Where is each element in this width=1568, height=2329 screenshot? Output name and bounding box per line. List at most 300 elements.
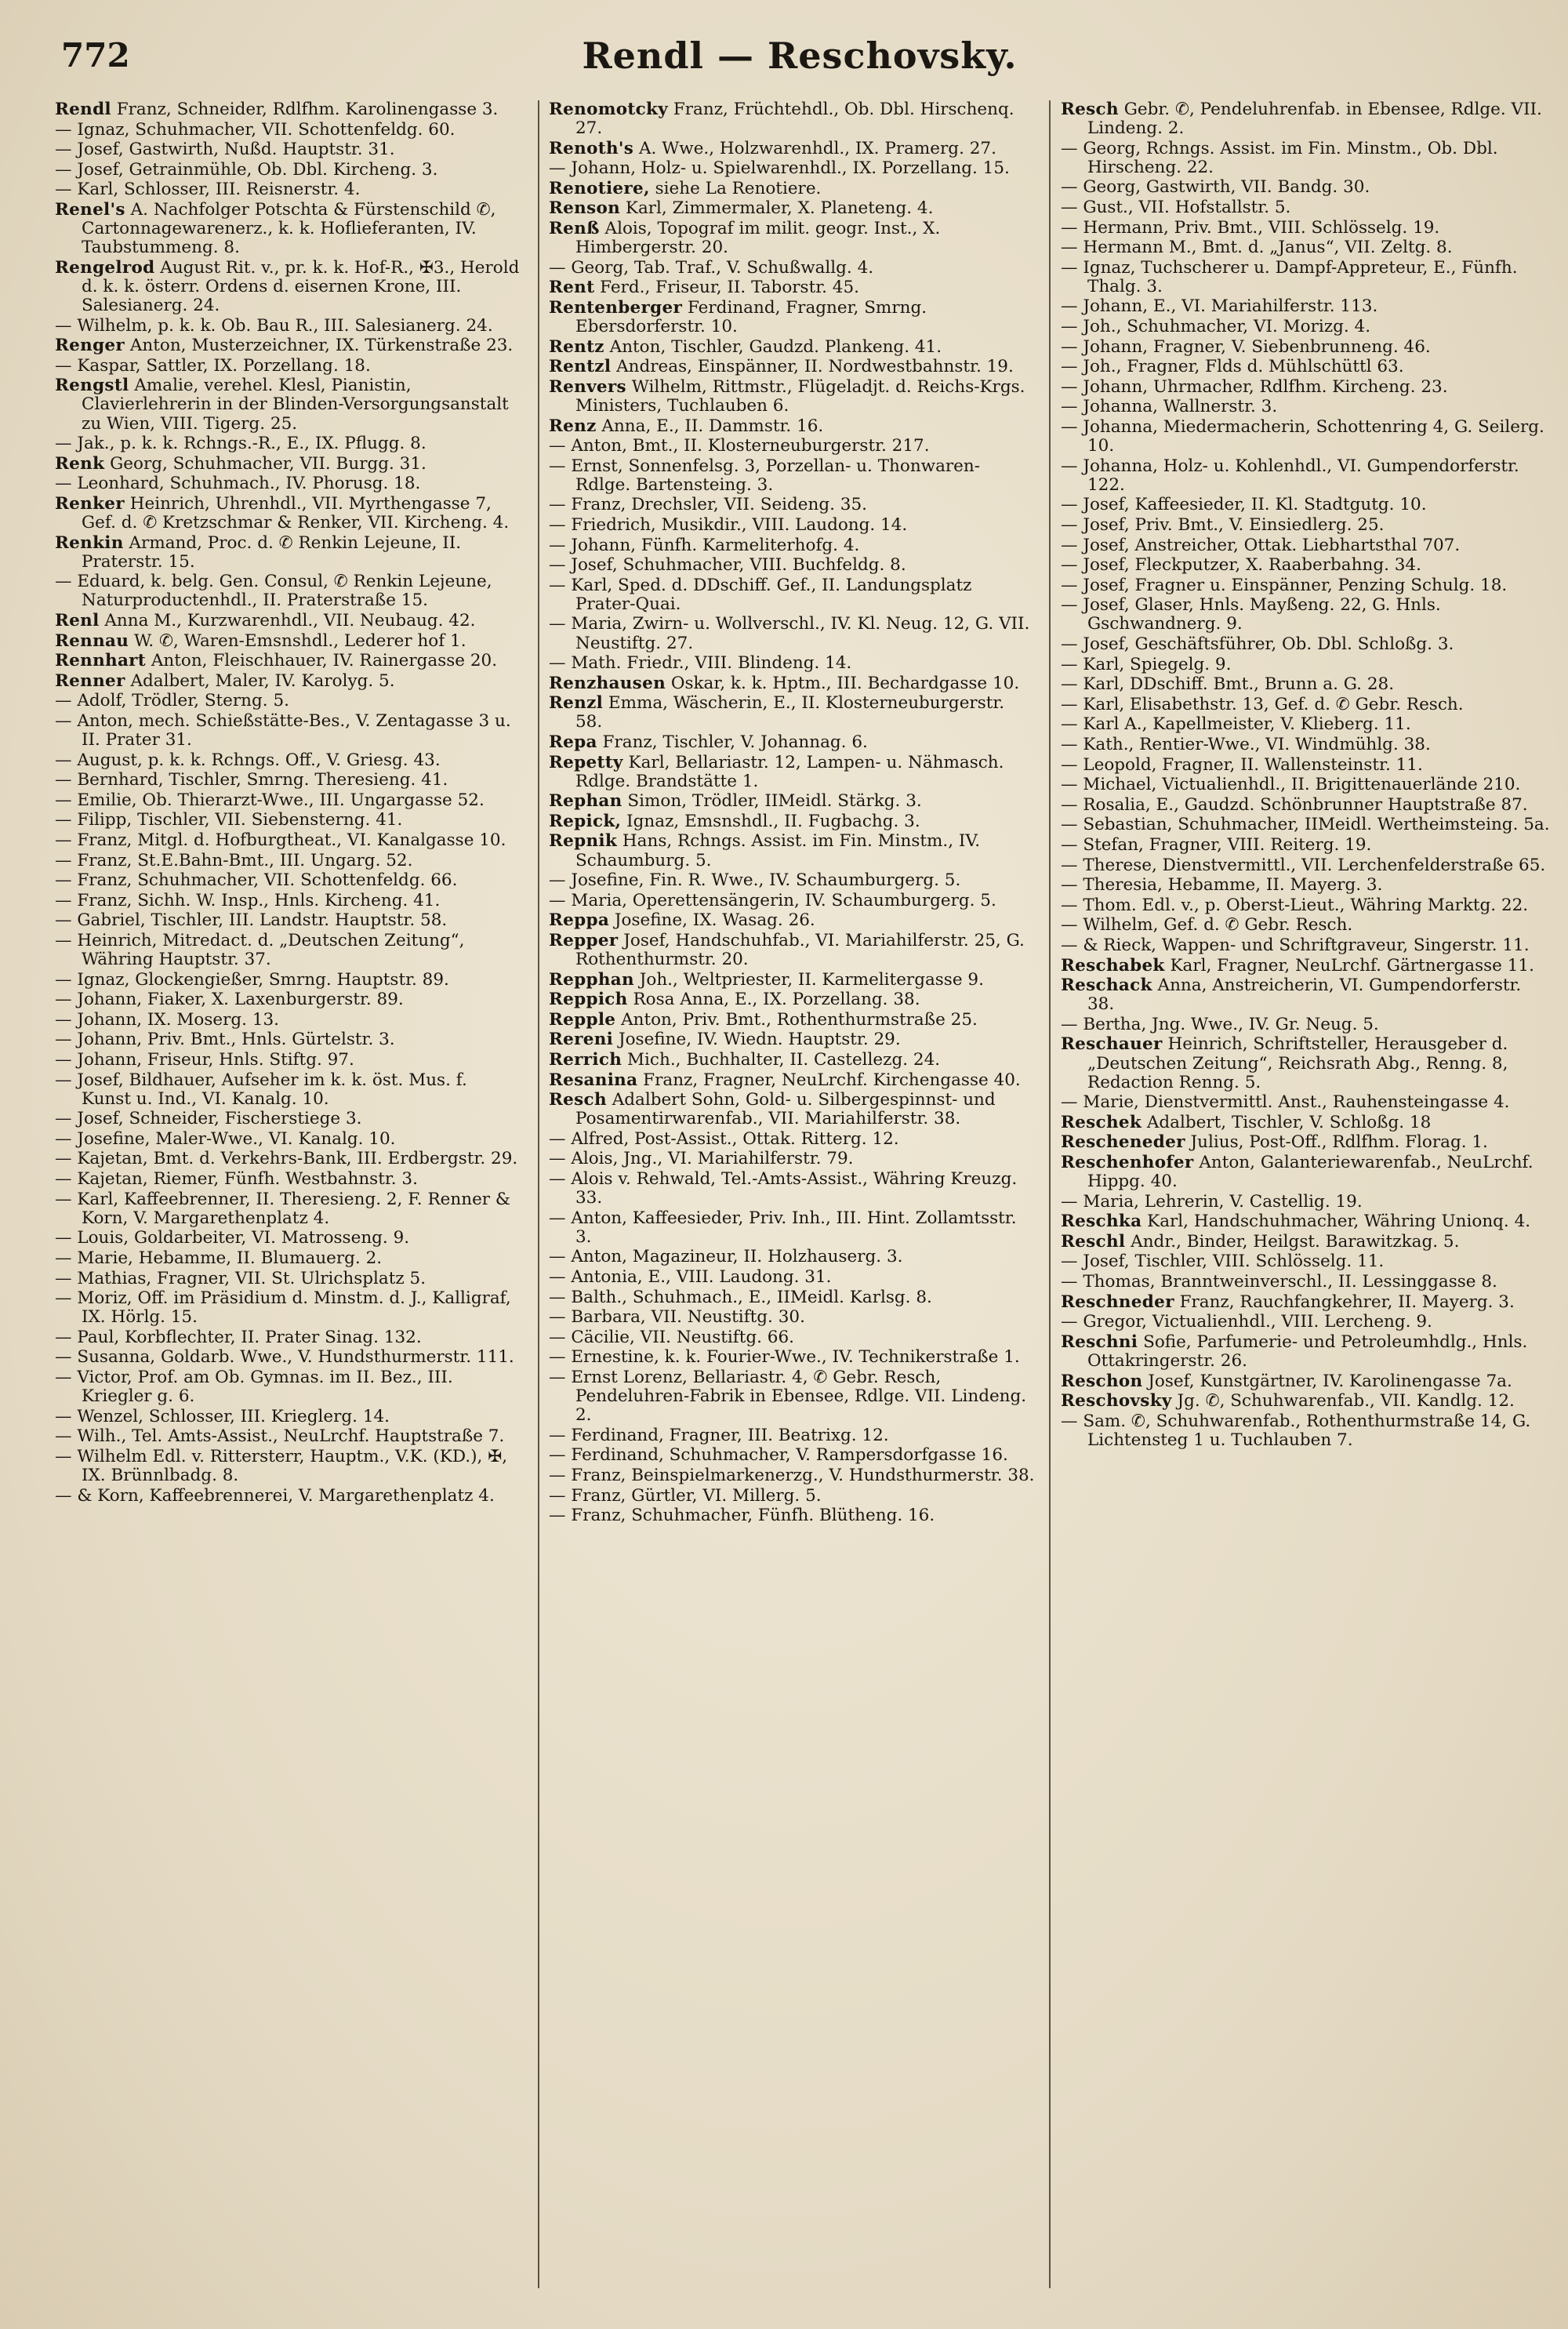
entry-text: Sofie, Parfumerie- und Petroleumhdlg., Hnls. Ottakringerstr. 26. bbox=[1087, 1332, 1528, 1371]
directory-entry bbox=[1061, 1392, 1551, 1411]
entry-surname: Renger bbox=[55, 336, 125, 356]
entry-text: — Josef, Bildhauer, Aufseher im k. k. öst. Mus. f. Kunst u. Ind., VI. Kanalg. 10. bbox=[55, 1070, 467, 1109]
entry-text: Anton, Fleischhauer, IV. Rainergasse 20. bbox=[146, 651, 498, 671]
directory-entry bbox=[55, 672, 521, 691]
directory-entry bbox=[55, 1011, 521, 1030]
directory-entry bbox=[55, 632, 521, 651]
directory-entry bbox=[1061, 756, 1551, 775]
entry-surname: Renner bbox=[55, 670, 125, 691]
directory-entry bbox=[1061, 1093, 1551, 1112]
entry-text: Wilhelm, Rittmstr., Flügeladjt. d. Reichs-Krgs. Ministers, Tuchlauben 6. bbox=[575, 376, 1025, 416]
entry-surname: Reschon bbox=[1061, 1371, 1143, 1391]
directory-entry bbox=[549, 378, 1035, 416]
directory-entry bbox=[549, 556, 1035, 575]
directory-entry bbox=[549, 417, 1035, 436]
directory-entry bbox=[1061, 496, 1551, 514]
directory-entry bbox=[549, 892, 1035, 910]
entry-text: — Ferdinand, Schuhmacher, V. Rampersdorfgasse 16. bbox=[549, 1445, 1008, 1466]
directory-entry bbox=[1061, 198, 1551, 217]
directory-entry bbox=[55, 534, 521, 572]
entry-text: — Karl, Spiegelg. 9. bbox=[1061, 654, 1232, 674]
directory-entry bbox=[549, 259, 1035, 278]
directory-entry bbox=[55, 376, 521, 433]
entry-surname: Rentz bbox=[549, 336, 604, 357]
entry-text: — Louis, Goldarbeiter, VI. Matrosseng. 9. bbox=[55, 1228, 410, 1248]
entry-text: — Karl, DDschiff. Bmt., Brunn a. G. 28. bbox=[1061, 674, 1395, 695]
entry-text: Ignaz, Emsnshdl., II. Fugbachg. 3. bbox=[621, 811, 920, 831]
directory-entry bbox=[1061, 418, 1551, 456]
entry-text: — Hermann M., Bmt. d. „Janus“, VII. Zeltg. 8. bbox=[1061, 238, 1453, 258]
entry-text: — Franz, Schuhmacher, VII. Schottenfeldg. 66. bbox=[55, 870, 458, 891]
entry-text: — Johann, Uhrmacher, Rdlfhm. Kircheng. 23. bbox=[1061, 376, 1448, 397]
entry-text: — Gust., VII. Hofstallstr. 5. bbox=[1061, 197, 1291, 217]
directory-entry bbox=[1061, 219, 1551, 238]
entry-surname: Rengstl bbox=[55, 376, 129, 396]
directory-entry bbox=[549, 1348, 1035, 1367]
directory-entry bbox=[55, 317, 521, 336]
entry-text: — Johann, IX. Moserg. 13. bbox=[55, 1009, 280, 1030]
entry-text: — August, p. k. k. Rchngs. Off., V. Griesg. 43. bbox=[55, 750, 441, 770]
entry-text: Joh., Weltpriester, II. Karmelitergasse 9. bbox=[633, 969, 984, 990]
entry-text: — Gabriel, Tischler, III. Landstr. Hauptstr. 58. bbox=[55, 910, 448, 931]
entry-text: — Friedrich, Musikdir., VIII. Laudong. 14. bbox=[549, 514, 908, 535]
directory-entry bbox=[1061, 836, 1551, 855]
entry-text: siehe La Renotiere. bbox=[649, 178, 822, 198]
entry-text: — Balth., Schuhmach., E., IIMeidl. Karlsg. 8. bbox=[549, 1287, 932, 1307]
entry-surname: Repper bbox=[549, 930, 619, 950]
entry-text: Jg. ✆, Schuhwarenfab., VII. Kandlg. 12. bbox=[1171, 1391, 1515, 1412]
directory-entry bbox=[1061, 635, 1551, 654]
entry-surname: Repetty bbox=[549, 752, 623, 772]
entry-surname: Renzhausen bbox=[549, 673, 666, 693]
directory-entry bbox=[549, 1170, 1035, 1208]
entry-text: — Josef, Fragner u. Einspänner, Penzing Schulg. 18. bbox=[1061, 575, 1508, 595]
entry-text: — Maria, Lehrerin, V. Castellig. 19. bbox=[1061, 1191, 1363, 1212]
entry-text: — Josef, Kaffeesieder, II. Kl. Stadtgutg. 10. bbox=[1061, 495, 1427, 515]
directory-entry bbox=[549, 990, 1035, 1009]
entry-text: — Johann, Fünfh. Karmeliterhofg. 4. bbox=[549, 535, 860, 555]
directory-entry bbox=[549, 1368, 1035, 1425]
entry-text: — Ernestine, k. k. Fourier-Wwe., IV. Technikerstraße 1. bbox=[549, 1347, 1020, 1368]
directory-entry bbox=[1061, 178, 1551, 197]
entry-text: — Moriz, Off. im Präsidium d. Minstm. d. J., Kalligraf, IX. Hörlg. 15. bbox=[55, 1288, 511, 1328]
directory-entry bbox=[55, 1270, 521, 1288]
entry-text: — Johann, Friseur, Hnls. Stiftg. 97. bbox=[55, 1050, 354, 1070]
entry-text: — Josef, Getrainmühle, Ob. Dbl. Kircheng. 3. bbox=[55, 159, 438, 180]
entry-text: — Sebastian, Schuhmacher, IIMeidl. Wertheimsteing. 5a. bbox=[1061, 815, 1550, 835]
entry-surname: Repphan bbox=[549, 969, 634, 990]
entry-text: — Maria, Operettensängerin, IV. Schaumburgerg. 5. bbox=[549, 890, 996, 910]
entry-surname: Repple bbox=[549, 1009, 616, 1030]
entry-text: Franz, Schneider, Rdlfhm. Karolinengasse 3. bbox=[111, 100, 499, 119]
entry-surname: Rerrich bbox=[549, 1050, 622, 1070]
directory-entry bbox=[1061, 1035, 1551, 1092]
directory-entry bbox=[549, 1426, 1035, 1445]
entry-text: — Wilhelm, Gef. d. ✆ Gebr. Resch. bbox=[1061, 915, 1353, 936]
entry-surname: Repick, bbox=[549, 811, 622, 831]
entry-surname: Reschka bbox=[1061, 1212, 1142, 1232]
entry-text: Anna M., Kurzwarenhdl., VII. Neubaug. 42. bbox=[99, 610, 476, 630]
directory-entry bbox=[55, 1408, 521, 1426]
entry-surname: Resanina bbox=[549, 1070, 638, 1090]
entry-text: Mich., Buchhalter, II. Castellezg. 24. bbox=[622, 1050, 941, 1070]
entry-surname: Reppich bbox=[549, 990, 628, 1010]
entry-text: — Georg, Tab. Traf., V. Schußwallg. 4. bbox=[549, 257, 874, 278]
directory-entry bbox=[1061, 1412, 1551, 1450]
directory-entry bbox=[1061, 358, 1551, 376]
entry-surname: Renvers bbox=[549, 376, 626, 397]
entry-text: Anton, Priv. Bmt., Rothenthurmstraße 25. bbox=[615, 1009, 978, 1030]
entry-surname: Renkin bbox=[55, 532, 124, 553]
directory-entry bbox=[549, 1209, 1035, 1247]
entry-surname: Resch bbox=[549, 1090, 607, 1110]
directory-entry bbox=[55, 1328, 521, 1347]
entry-text: — Johann, Holz- u. Spielwarenhdl., IX. Porzellang. 15. bbox=[549, 158, 1010, 179]
entry-text: — Franz, Gürtler, VI. Millerg. 5. bbox=[549, 1485, 822, 1506]
entry-text: Anna, Anstreicherin, VI. Gumpendorferstr. 38. bbox=[1087, 976, 1522, 1015]
entry-text: — Josef, Geschäftsführer, Ob. Dbl. Schloßg. 3. bbox=[1061, 634, 1454, 655]
entry-text: — Franz, Schuhmacher, Fünfh. Blütheng. 16. bbox=[549, 1506, 935, 1526]
directory-entry bbox=[55, 1289, 521, 1327]
entry-text: — Paul, Korbflechter, II. Prater Sinag. 132. bbox=[55, 1327, 422, 1347]
directory-entry bbox=[1061, 856, 1551, 875]
directory-entry bbox=[55, 852, 521, 870]
column-rule bbox=[1049, 100, 1051, 2288]
entry-text: — Alois v. Rehwald, Tel.-Amts-Assist., Währing Kreuzg. 33. bbox=[549, 1169, 1018, 1208]
entry-text: — Ernst Lorenz, Bellariastr. 4, ✆ Gebr. Resch, Pendeluhren-Fabrik in Ebensee, Rdlge. VII. Lindeng. 2. bbox=[549, 1368, 1027, 1426]
directory-entry bbox=[1061, 1133, 1551, 1152]
entry-text: Franz, Fragner, NeuLrchf. Kirchengasse 40. bbox=[637, 1070, 1021, 1090]
entry-surname: Repa bbox=[549, 732, 597, 752]
entry-surname: Renl bbox=[55, 610, 100, 630]
entry-text: — Kath., Rentier-Wwe., VI. Windmühlg. 38. bbox=[1061, 735, 1431, 754]
entry-text: — Wilhelm Edl. v. Rittersterr, Hauptm., V.K. (KD.), ✠, IX. Brünnlbadg. 8. bbox=[55, 1446, 508, 1485]
entry-text: — Jak., p. k. k. Rchngs.-R., E., IX. Pflugg. 8. bbox=[55, 434, 426, 454]
entry-surname: Rendl bbox=[55, 100, 111, 119]
entry-text: Heinrich, Uhrenhdl., VII. Myrthengasse 7, Gef. d. ✆ Kretzschmar & Renker, VII. Kircheng. 4. bbox=[82, 493, 510, 532]
directory-entry bbox=[1061, 656, 1551, 674]
directory-entry bbox=[55, 572, 521, 610]
entry-text: Adalbert Sohn, Gold- u. Silbergespinnst- und Posamentirwarenfab., VII. Mariahilferstr. 38. bbox=[575, 1090, 996, 1129]
directory-entry bbox=[55, 1051, 521, 1070]
entry-text: Andr., Binder, Heilgst. Barawitzkag. 5. bbox=[1125, 1231, 1460, 1252]
directory-entry bbox=[55, 140, 521, 159]
entry-text: — Wenzel, Schlosser, III. Krieglerg. 14. bbox=[55, 1406, 390, 1426]
entry-text: — Ignaz, Schuhmacher, VII. Schottenfeldg. 60. bbox=[55, 119, 456, 140]
directory-entry bbox=[1061, 796, 1551, 815]
entry-text: — Alois, Jng., VI. Mariahilferstr. 79. bbox=[549, 1149, 854, 1169]
directory-entry bbox=[1061, 556, 1551, 575]
entry-surname: Rescheneder bbox=[1061, 1132, 1185, 1153]
directory-entry bbox=[55, 932, 521, 969]
entry-text: — Johann, Fragner, V. Siebenbrunneng. 46. bbox=[1061, 336, 1431, 357]
directory-entry bbox=[549, 1091, 1035, 1128]
directory-entry bbox=[549, 1130, 1035, 1149]
directory-entry bbox=[1061, 536, 1551, 555]
entry-text: — Leopold, Fragner, II. Wallensteinstr. 11. bbox=[1061, 754, 1423, 775]
entry-surname: Reschek bbox=[1061, 1112, 1142, 1132]
entry-text: Julius, Post-Off., Rdlfhm. Florag. 1. bbox=[1185, 1132, 1488, 1153]
entry-text: — Johanna, Miedermacherin, Schottenring 4, G. Seilerg. 10. bbox=[1061, 417, 1544, 456]
entry-text: — Josefine, Fin. R. Wwe., IV. Schaumburgerg. 5. bbox=[549, 870, 961, 891]
directory-entry bbox=[549, 792, 1035, 811]
entry-text: — Joh., Schuhmacher, VI. Morizg. 4. bbox=[1061, 317, 1371, 337]
directory-entry bbox=[549, 516, 1035, 535]
entry-text: Simon, Trödler, IIMeidl. Stärkg. 3. bbox=[622, 791, 922, 812]
entry-text: — Josef, Priv. Bmt., V. Einsiedlerg. 25. bbox=[1061, 514, 1385, 535]
entry-text: — Susanna, Goldarb. Wwe., V. Hundsthurmerstr. 111. bbox=[55, 1347, 514, 1368]
directory-entry bbox=[55, 100, 521, 119]
directory-entry bbox=[1061, 1114, 1551, 1132]
directory-entry bbox=[55, 1030, 521, 1049]
entry-text: — Math. Friedr., VIII. Blindeng. 14. bbox=[549, 653, 852, 674]
directory-entry bbox=[1061, 378, 1551, 397]
entry-surname: Rent bbox=[549, 278, 595, 298]
entry-text: — Josefine, Maler-Wwe., VI. Kanalg. 10. bbox=[55, 1128, 396, 1149]
directory-entry bbox=[55, 1170, 521, 1189]
directory-entry bbox=[1061, 516, 1551, 535]
entry-text: Anton, Tischler, Gaudzd. Plankeng. 41. bbox=[604, 336, 942, 357]
directory-entry bbox=[1061, 140, 1551, 177]
directory-entry bbox=[549, 199, 1035, 218]
directory-entry bbox=[55, 201, 521, 257]
directory-entry bbox=[1061, 338, 1551, 357]
entry-text: — Josef, Tischler, VIII. Schlösselg. 11. bbox=[1061, 1252, 1385, 1272]
directory-entry bbox=[1061, 776, 1551, 794]
directory-entry bbox=[55, 1448, 521, 1485]
entry-text: Armand, Proc. d. ✆ Renkin Lejeune, II. Praterstr. 15. bbox=[82, 532, 462, 572]
directory-entry bbox=[1061, 238, 1551, 257]
directory-entry bbox=[549, 911, 1035, 930]
entry-text: Gebr. ✆, Pendeluhrenfab. in Ebensee, Rdlge. VII. Lindeng. 2. bbox=[1087, 100, 1542, 139]
entry-text: Georg, Schuhmacher, VII. Burgg. 31. bbox=[104, 453, 426, 474]
directory-entry bbox=[549, 1011, 1035, 1030]
directory-entry bbox=[55, 892, 521, 910]
entry-text: — Marie, Hebamme, II. Blumauerg. 2. bbox=[55, 1248, 383, 1268]
entry-text: — Johann, Priv. Bmt., Hnls. Gürtelstr. 3. bbox=[55, 1030, 395, 1050]
directory-entry bbox=[55, 1190, 521, 1228]
directory-entry bbox=[549, 1466, 1035, 1485]
directory-entry bbox=[549, 733, 1035, 752]
entry-surname: Renk bbox=[55, 453, 105, 474]
directory-entry bbox=[55, 990, 521, 1009]
directory-entry bbox=[55, 971, 521, 990]
entry-text: Karl, Zimmermaler, X. Planeteng. 4. bbox=[620, 198, 934, 219]
directory-entry bbox=[55, 161, 521, 180]
directory-entry bbox=[549, 180, 1035, 198]
entry-text: — Franz, Drechsler, VII. Seideng. 35. bbox=[549, 495, 868, 515]
entry-text: — Alfred, Post-Assist., Ottak. Ritterg. 12. bbox=[549, 1128, 899, 1149]
entry-text: — Joh., Fragner, Flds d. Mühlschüttl 63. bbox=[1061, 357, 1404, 377]
entry-text: — Cäcilie, VII. Neustiftg. 66. bbox=[549, 1327, 794, 1347]
entry-text: W. ✆, Waren-Emsnshdl., Lederer hof 1. bbox=[129, 630, 466, 651]
directory-entry bbox=[1061, 1016, 1551, 1034]
directory-entry bbox=[549, 1506, 1035, 1525]
entry-text: — Georg, Rchngs. Assist. im Fin. Minstm., Ob. Dbl. Hirscheng. 22. bbox=[1061, 138, 1498, 177]
entry-text: — Theresia, Hebamme, II. Mayerg. 3. bbox=[1061, 875, 1383, 896]
directory-entry bbox=[1061, 816, 1551, 834]
entry-text: — Karl, Elisabethstr. 13, Gef. d. ✆ Gebr. Resch. bbox=[1061, 694, 1464, 714]
directory-entry bbox=[549, 1248, 1035, 1266]
entry-text: — Thom. Edl. v., p. Oberst-Lieut., Währing Marktg. 22. bbox=[1061, 895, 1529, 915]
directory-entry bbox=[1061, 715, 1551, 734]
entry-surname: Renker bbox=[55, 493, 125, 514]
entry-surname: Rereni bbox=[549, 1030, 614, 1050]
directory-entry bbox=[1061, 457, 1551, 495]
directory-entry bbox=[1061, 297, 1551, 316]
entry-text: — Kaspar, Sattler, IX. Porzellang. 18. bbox=[55, 355, 371, 376]
directory-entry bbox=[55, 455, 521, 474]
directory-entry bbox=[549, 1308, 1035, 1327]
entry-text: — Sam. ✆, Schuhwarenfab., Rothenthurmstraße 14, G. Lichtensteg 1 u. Tuchlauben 7. bbox=[1061, 1411, 1531, 1450]
directory-entry bbox=[549, 1268, 1035, 1287]
directory-entry bbox=[549, 971, 1035, 990]
directory-entry bbox=[55, 712, 521, 750]
column-1 bbox=[55, 100, 521, 2312]
column-2 bbox=[549, 100, 1035, 2312]
directory-entry bbox=[549, 615, 1035, 652]
directory-entry bbox=[55, 612, 521, 630]
directory-entry bbox=[549, 140, 1035, 158]
directory-entry bbox=[55, 1130, 521, 1149]
directory-entry bbox=[55, 831, 521, 850]
directory-entry bbox=[55, 692, 521, 710]
entry-text: — Barbara, VII. Neustiftg. 30. bbox=[549, 1307, 805, 1328]
entry-text: Amalie, verehel. Klesl, Pianistin, Clavierlehrerin in der Blinden-Versorgungsanstalt zu Wien, VIII. Tigerg. 25. bbox=[82, 376, 509, 434]
entry-text: Andreas, Einspänner, II. Nordwestbahnstr. 19. bbox=[611, 357, 1014, 377]
directory-entry bbox=[549, 437, 1035, 456]
entry-text: Franz, Rauchfangkehrer, II. Mayerg. 3. bbox=[1174, 1292, 1515, 1312]
directory-entry bbox=[549, 654, 1035, 673]
entry-text: — Josef, Fleckputzer, X. Raaberbahng. 34. bbox=[1061, 555, 1421, 576]
entry-text: Adalbert, Tischler, V. Schloßg. 18 bbox=[1142, 1112, 1432, 1132]
entry-text: — Johann, E., VI. Mariahilferstr. 113. bbox=[1061, 296, 1378, 317]
directory-entry bbox=[55, 871, 521, 890]
directory-entry bbox=[55, 791, 521, 810]
directory-entry bbox=[55, 1110, 521, 1128]
directory-entry bbox=[549, 871, 1035, 890]
entry-text: — Franz, Sichh. W. Insp., Hnls. Kircheng. 41. bbox=[55, 890, 441, 910]
directory-entry bbox=[549, 536, 1035, 555]
entry-text: — Marie, Dienstvermittl. Anst., Rauhensteingasse 4. bbox=[1061, 1092, 1510, 1113]
directory-entry bbox=[549, 338, 1035, 357]
directory-entry bbox=[55, 336, 521, 355]
directory-entry bbox=[1061, 1293, 1551, 1312]
entry-text: — Karl, Schlosser, III. Reisnerstr. 4. bbox=[55, 180, 361, 200]
column-rule bbox=[538, 100, 539, 2288]
directory-entry bbox=[55, 1229, 521, 1248]
entry-surname: Reschauer bbox=[1061, 1034, 1163, 1055]
entry-text: Franz, Früchtehdl., Ob. Dbl. Hirschenq. 27. bbox=[575, 100, 1014, 139]
directory-entry bbox=[549, 576, 1035, 614]
entry-text: — Josef, Schuhmacher, VIII. Buchfeldg. 8. bbox=[549, 555, 906, 576]
entry-text: — Anton, Kaffeesieder, Priv. Inh., III. Hint. Zollamtsstr. 3. bbox=[549, 1208, 1017, 1247]
directory-entry bbox=[55, 474, 521, 493]
entry-surname: Renomotcky bbox=[549, 100, 669, 119]
directory-entry bbox=[55, 652, 521, 670]
directory-entry bbox=[1061, 976, 1551, 1014]
directory-entry bbox=[1061, 936, 1551, 955]
entry-text: — Anton, Magazineur, II. Holzhauserg. 3. bbox=[549, 1247, 903, 1267]
directory-entry bbox=[549, 496, 1035, 514]
entry-text: Anton, Galanteriewarenfab., NeuLrchf. Hippg. 40. bbox=[1087, 1152, 1534, 1192]
entry-text: — Franz, Beinspielmarkenerzg., V. Hundsthurmerstr. 38. bbox=[549, 1465, 1035, 1485]
entry-surname: Renson bbox=[549, 198, 621, 219]
directory-entry bbox=[549, 358, 1035, 376]
entry-surname: Rennhart bbox=[55, 651, 147, 671]
entry-text: Adalbert, Maler, IV. Karolyg. 5. bbox=[125, 670, 395, 691]
entry-text: — Karl, Kaffeebrenner, II. Theresieng. 2, F. Renner & Korn, V. Margarethenplatz 4. bbox=[55, 1189, 511, 1228]
entry-text: — Josef, Gastwirth, Nußd. Hauptstr. 31. bbox=[55, 140, 395, 160]
entry-text: Anna, E., II. Dammstr. 16. bbox=[596, 416, 824, 436]
directory-entry bbox=[549, 754, 1035, 791]
directory-entry bbox=[549, 694, 1035, 732]
columns bbox=[55, 100, 1552, 2312]
entry-text: — Wilh., Tel. Amts-Assist., NeuLrchf. Hauptstraße 7. bbox=[55, 1426, 505, 1447]
entry-surname: Reschack bbox=[1061, 976, 1152, 996]
entry-text: — Georg, Gastwirth, VII. Bandg. 30. bbox=[1061, 177, 1370, 198]
entry-text: Ferdinand, Fragner, Smrng. Ebersdorferstr. 10. bbox=[575, 297, 927, 337]
directory-entry bbox=[55, 1071, 521, 1109]
directory-entry bbox=[55, 1427, 521, 1446]
entry-text: Franz, Tischler, V. Johannag. 6. bbox=[597, 732, 868, 752]
directory-entry bbox=[55, 121, 521, 140]
entry-text: — & Rieck, Wappen- und Schriftgraveur, Singerstr. 11. bbox=[1061, 935, 1530, 955]
entry-surname: Renoth's bbox=[549, 138, 634, 158]
directory-entry bbox=[549, 220, 1035, 257]
entry-text: — Franz, St.E.Bahn-Bmt., III. Ungarg. 52. bbox=[55, 850, 413, 870]
entry-text: Hans, Rchngs. Assist. im Fin. Minstm., IV. Schaumburg. 5. bbox=[575, 831, 981, 870]
entry-surname: Renß bbox=[549, 219, 600, 239]
entry-text: Karl, Fragner, NeuLrchf. Gärtnergasse 11. bbox=[1164, 955, 1534, 976]
entry-text: — Filipp, Tischler, VII. Siebensterng. 41. bbox=[55, 810, 403, 830]
directory-entry bbox=[55, 751, 521, 770]
directory-entry bbox=[549, 1071, 1035, 1090]
directory-entry bbox=[549, 674, 1035, 693]
page-header bbox=[55, 31, 1544, 86]
directory-entry bbox=[1061, 1252, 1551, 1271]
entry-surname: Reschovsky bbox=[1061, 1391, 1172, 1412]
directory-entry bbox=[1061, 1212, 1551, 1231]
entry-text: — Wilhelm, p. k. k. Ob. Bau R., III. Salesianerg. 24. bbox=[55, 315, 493, 336]
directory-entry bbox=[549, 100, 1035, 138]
entry-surname: Reschabek bbox=[1061, 955, 1165, 976]
directory-entry bbox=[1061, 1154, 1551, 1191]
entry-text: — Gregor, Victualienhdl., VIII. Lercheng. 9. bbox=[1061, 1312, 1432, 1332]
entry-text: Heinrich, Schriftsteller, Herausgeber d. „Deutschen Zeitung“, Reichsrath Abg., Renng. 8, Redaction Renng. 5. bbox=[1087, 1034, 1508, 1092]
entry-text: — Adolf, Trödler, Sterng. 5. bbox=[55, 691, 289, 711]
entry-text: — Josef, Glaser, Hnls. Mayßeng. 22, G. Hnls. Gschwandnerg. 9. bbox=[1061, 595, 1441, 634]
entry-text: — Therese, Dienstvermittl., VII. Lerchenfelderstraße 65. bbox=[1061, 855, 1546, 875]
entry-text: — Kajetan, Riemer, Fünfh. Westbahnstr. 3. bbox=[55, 1169, 418, 1190]
entry-text: — Josef, Schneider, Fischerstiege 3. bbox=[55, 1109, 362, 1129]
directory-entry bbox=[549, 932, 1035, 969]
entry-text: — Ignaz, Tuchscherer u. Dampf-Appreteur, E., Fünfh. Thalg. 3. bbox=[1061, 257, 1518, 296]
directory-entry bbox=[1061, 876, 1551, 895]
entry-text: — Johanna, Wallnerstr. 3. bbox=[1061, 397, 1278, 417]
entry-surname: Rentenberger bbox=[549, 297, 683, 318]
entry-text: — Heinrich, Mitredact. d. „Deutschen Zeitung“, Währing Hauptstr. 37. bbox=[55, 930, 465, 970]
entry-surname: Resch bbox=[1061, 100, 1119, 119]
directory-entry bbox=[549, 812, 1035, 831]
directory-entry bbox=[1061, 736, 1551, 754]
entry-text: — Anton, Bmt., II. Klosterneuburgerstr. 217. bbox=[549, 436, 930, 456]
directory-entry bbox=[55, 1348, 521, 1367]
entry-text: — Victor, Prof. am Ob. Gymnas. im II. Bez., III. Kriegler g. 6. bbox=[55, 1368, 453, 1407]
entry-text: — Franz, Mitgl. d. Hofburgtheat., VI. Kanalgasse 10. bbox=[55, 830, 506, 850]
entry-surname: Repnik bbox=[549, 831, 618, 852]
entry-text: — Ferdinand, Fragner, III. Beatrixg. 12. bbox=[549, 1425, 889, 1445]
